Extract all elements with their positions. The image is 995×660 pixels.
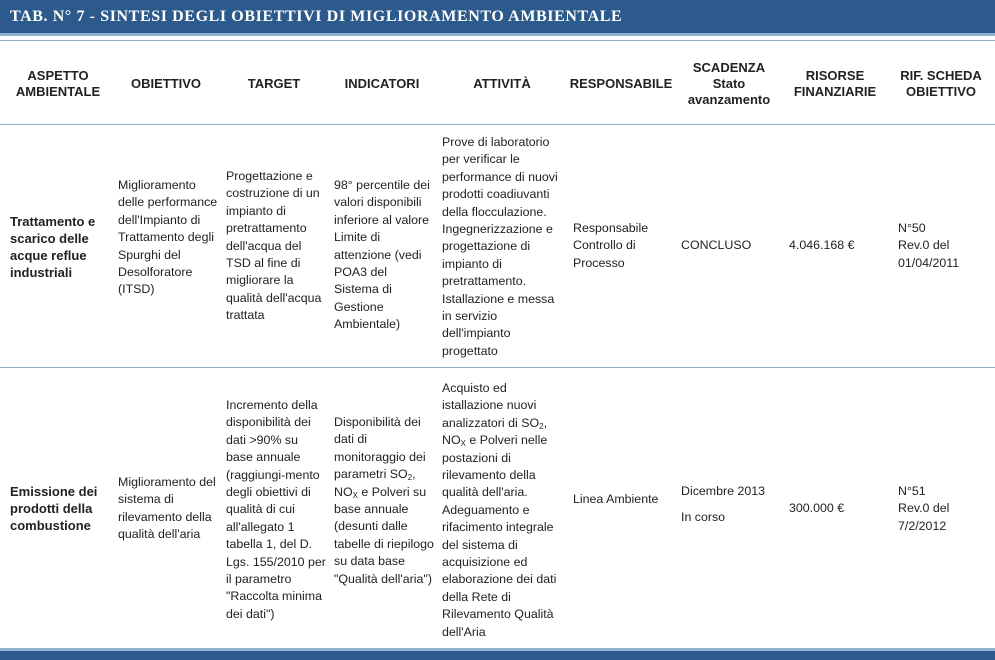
row2-attivita-text-c: e Polveri nelle postazioni di rilevamento della qualità dell'aria. Adeguamento e rifacimento integrale del sistema di acquisizione ed elaborazione dei dati della Rete di Rilevamento Qualità dell'Aria (442, 433, 557, 639)
header-responsabile: RESPONSABILE (569, 76, 673, 91)
row1-risorse: 4.046.168 € (789, 238, 855, 252)
row1-aspetto: Trattamento e scarico delle acque reflue industriali (10, 214, 96, 280)
row2-scadenza (681, 483, 781, 527)
header-scadenza-title: SCADENZA (692, 60, 766, 75)
row2-indicatori-text-c: e Polveri su base annuale (desunti dalle tabelle di riepilogo su data base "Qualità dell'aria") (334, 484, 434, 586)
row1-attivita: Prove di laboratorio per verificar le performance di nuovi prodotti coadiuvanti della flocculazione. Ingegnerizzazione e progettazione di impianto di pretrattamento. Istallazione e messa in servizio dell'impianto progettato (442, 135, 558, 358)
header-top-rule (0, 40, 995, 41)
row2-rif-number: N°51 (898, 484, 926, 498)
header-bottom-rule (0, 124, 995, 125)
header-attivita: ATTIVITÀ (473, 76, 531, 91)
header-target: TARGET (247, 76, 301, 91)
row-divider (0, 367, 995, 368)
header-risorse: RISORSE FINANZIARIE (793, 68, 877, 99)
row1-rif-scheda (898, 220, 990, 272)
row2-rif-revision: Rev.0 del 7/2/2012 (898, 501, 950, 533)
row2-attivita-sub-a: 2 (539, 421, 544, 431)
row1-responsabile: Responsabile Controllo di Processo (573, 221, 649, 270)
row2-attivita-sub-b: X (460, 439, 466, 449)
row1-rif-number: N°50 (898, 221, 926, 235)
row2-indicatori-sub-a: 2 (407, 473, 413, 483)
row2-obiettivo: Miglioramento del sistema di rilevamento della qualità dell'aria (118, 475, 216, 542)
row1-rif-revision: Rev.0 del 01/04/2011 (898, 238, 960, 270)
row1-scadenza: CONCLUSO (681, 238, 752, 252)
row2-indicatori-text-b: , NO (334, 467, 416, 499)
row2-aspetto: Emissione dei prodotti della combustione (10, 484, 98, 533)
header-scadenza-subtitle: Stato avanzamento (687, 76, 771, 107)
header-scadenza (681, 44, 777, 124)
header-aspetto: ASPETTO AMBIENTALE (15, 68, 101, 99)
row2-responsabile: Linea Ambiente (573, 492, 659, 506)
row2-target: Incremento della disponibilità dei dati >90% su base annuale (raggiungi-mento degli obiettivi di qualità di cui all'allegato 1 tabella 1, del D. Lgs. 155/2010 per il parametro "Raccolta minima dei dati") (226, 398, 326, 621)
row2-attivita-text-b: , NO (442, 415, 548, 448)
table-title: TAB. N° 7 - SINTESI DEGLI OBIETTIVI DI MIGLIORAMENTO AMBIENTALE (10, 8, 623, 25)
header-rif-scheda: RIF. SCHEDA OBIETTIVO (900, 68, 982, 99)
row2-indicatori-text-a: Disponibilità dei dati di monitoraggio dei parametri SO (334, 415, 426, 482)
row2-attivita (442, 380, 566, 641)
row1-obiettivo: Miglioramento delle performance dell'Impianto di Trattamento degli Spurghi del Desolforatore (ITSD) (118, 178, 218, 297)
row2-rif-scheda (898, 483, 990, 535)
row2-indicatori-sub-b: X (352, 490, 358, 500)
header-obiettivo: OBIETTIVO (130, 76, 202, 91)
header-indicatori: INDICATORI (344, 76, 420, 91)
row2-scadenza-date: Dicembre 2013 (681, 484, 766, 498)
table-bottom-bar (0, 648, 995, 660)
row1-indicatori: 98° percentile dei valori disponibili inferiore al valore Limite di attenzione (vedi POA3 del Sistema di Gestione Ambientale) (334, 178, 430, 332)
table-title-bar (0, 0, 995, 36)
row2-indicatori (334, 414, 434, 588)
row2-attivita-text-a: Acquisto ed istallazione nuovi analizzatori di SO (442, 381, 540, 430)
row1-target: Progettazione e costruzione di un impianto di pretrattamento dell'acqua del TSD al fine di migliorare la qualità dell'acqua trattata (226, 169, 322, 323)
row2-risorse: 300.000 € (789, 501, 845, 515)
row2-scadenza-status: In corso (681, 510, 726, 525)
